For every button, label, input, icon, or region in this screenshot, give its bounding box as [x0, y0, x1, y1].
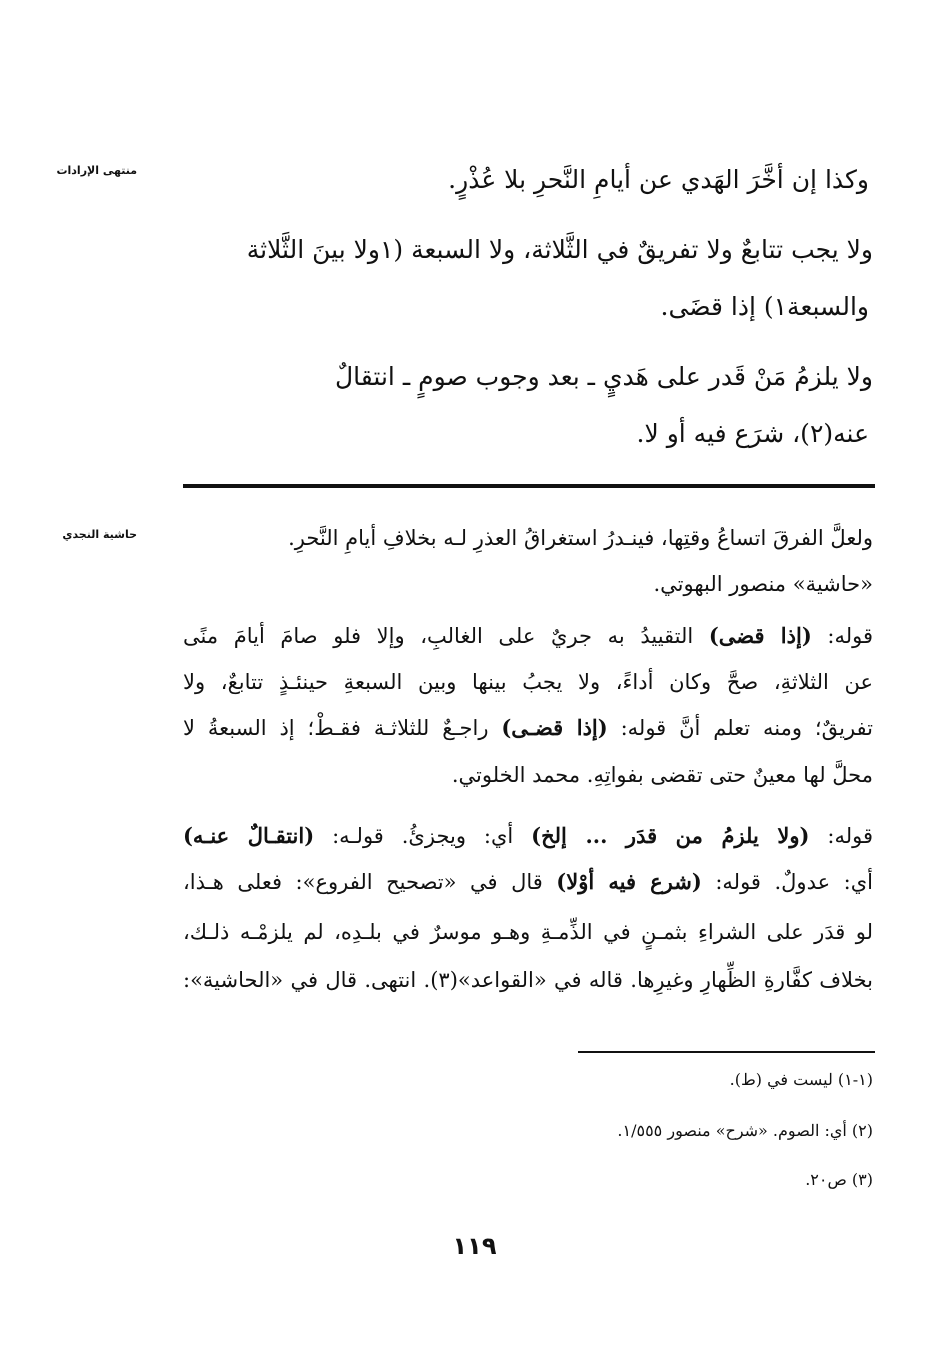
- commentary-text: التقييدُ به جريٌ على الغالبِ، وإلا فلو صامَ أيامَ منًى: [183, 624, 709, 648]
- hashiya-p2-line-1: [183, 618, 873, 654]
- quote-intro: قوله:: [809, 824, 874, 848]
- hashiya-p3-line-2: [183, 864, 873, 900]
- commentary-text: قال في «تصحيح الفروع»: فعلى هـذا،: [183, 870, 557, 894]
- matn-side-label: منتهى الإرادات: [56, 164, 137, 177]
- matn-line-3: والسبعة١) إذا قضَى.: [660, 292, 869, 321]
- quoted-phrase: (شرع فيه أوْلا): [556, 869, 702, 894]
- quoted-phrase: (انتقـالٌ عنـه): [183, 823, 315, 848]
- footnote-3: (٣) ص٢٠.: [805, 1170, 873, 1189]
- commentary-text: تفريقٌ؛ ومنه تعلم أنَّ قوله:: [607, 716, 874, 740]
- footnote-2: (٢) أي: الصوم. «شرح» منصور ١/٥٥٥.: [617, 1121, 873, 1140]
- quoted-phrase: (إذا قضـى): [501, 715, 608, 740]
- matn-line-1: وكذا إن أخَّرَ الهَدي عن أيامِ النَّحرِ بلا عُذْرٍ.: [448, 165, 869, 194]
- hashiya-p3-line-1: [183, 818, 873, 854]
- commentary-text: راجـعٌ للثلاثـة فقـطْ؛ إذ السبعةُ لا: [183, 716, 502, 740]
- hashiya-p1-line-1: ولعلَّ الفرقَ اتساعُ وقتِها، فينـدرُ استغراقُ العذرِ لـه بخلافِ أيامِ النَّحرِ.: [288, 526, 873, 550]
- commentary-text: أي: عدولٌ. قوله:: [701, 870, 873, 894]
- hashiya-p3-line-3: لو قدَر على الشراءِ بثمـنٍ في الذِّمـةِ وهـو موسرٌ في بلـدِه، لم يلزمْـه ذلـك،: [183, 920, 873, 944]
- hashiya-side-label: حاشية النجدي: [62, 528, 137, 541]
- quoted-phrase: (إذا قضى): [708, 623, 812, 648]
- footnote-1: (١-١) ليست في (ط).: [729, 1070, 873, 1089]
- page-number: ١١٩: [452, 1232, 497, 1260]
- matn-line-5: عنه(٢)، شرَع فيه أو لا.: [636, 419, 869, 448]
- matn-line-4: ولا يلزمُ مَنْ قَدر على هَديٍ ـ بعد وجوب صومٍ ـ انتقالٌ: [335, 362, 873, 391]
- hashiya-p2-line-2: عن الثلاثةِ، صحَّ وكان أداءً، ولا يجبُ بينها وبين السبعةِ حينئـذٍ تتابعٌ، ولا: [183, 670, 873, 694]
- section-divider: [183, 484, 875, 488]
- hashiya-p3-line-4: بخلاف كفَّارةِ الظِّهارِ وغيرِها. قاله في «القواعد»(٣). انتهى. قال في «الحاشية»:: [183, 968, 873, 992]
- hashiya-p2-line-3: [183, 710, 873, 746]
- hashiya-p2-line-4: محلَّ لها معينٌ حتى تقضى بفواتِهِ. محمد الخلوتي.: [451, 763, 873, 787]
- quote-intro: قوله:: [811, 624, 873, 648]
- hashiya-p1-line-2: «حاشية» منصور البهوتي.: [653, 572, 873, 596]
- commentary-text: أي: ويجزئُ. قولـه:: [314, 824, 532, 848]
- footnote-divider: [578, 1051, 875, 1053]
- matn-line-2: ولا يجب تتابعٌ ولا تفريقٌ في الثَّلاثة، ولا السبعة (١ولا بينَ الثَّلاثة: [246, 235, 873, 264]
- quoted-phrase: (ولا يلزمُ من قدَر ... إلخ): [531, 823, 810, 848]
